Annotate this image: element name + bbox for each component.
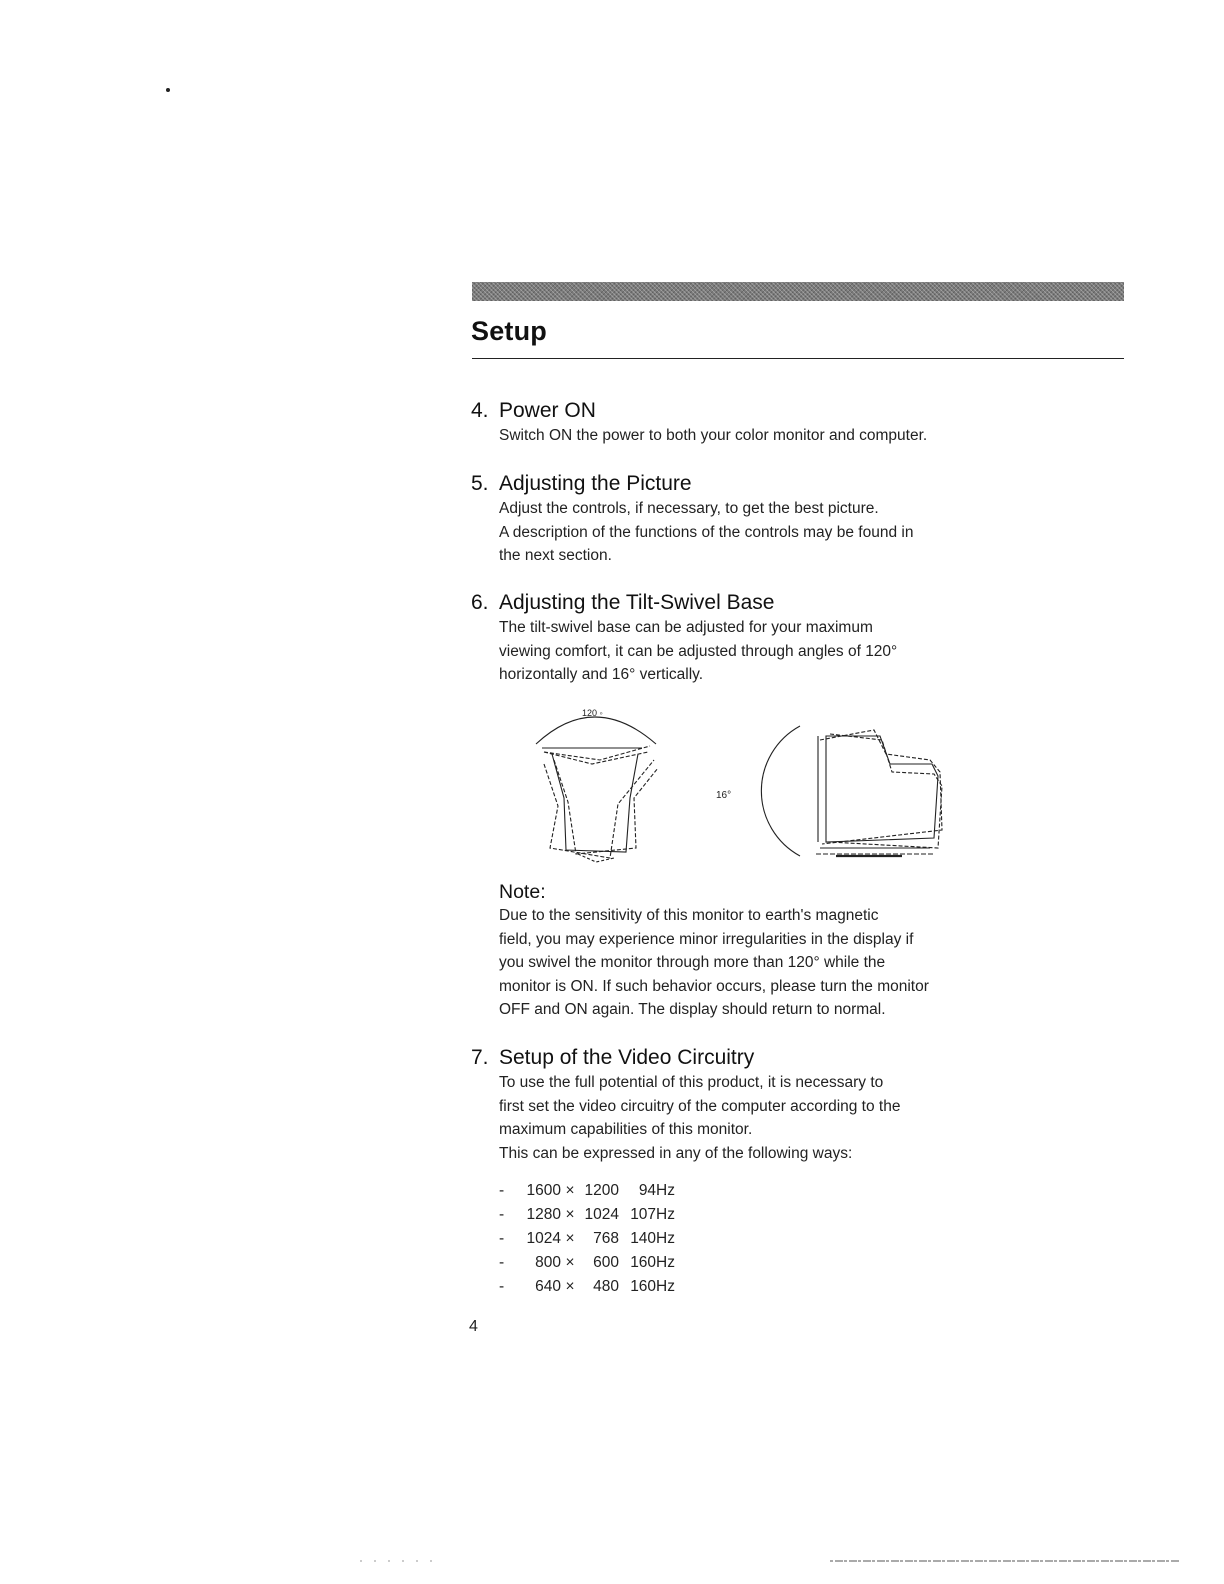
text-line: Due to the sensitivity of this monitor to earth's magnetic xyxy=(499,907,879,924)
text-line: To use the full potential of this product, it is necessary to xyxy=(499,1074,884,1091)
section-number: 7. xyxy=(471,1046,489,1069)
stray-dot xyxy=(166,88,170,92)
resolution-list xyxy=(499,1179,1091,1299)
section-title: Setup of the Video Circuitry xyxy=(499,1046,755,1069)
text-line: The tilt-swivel base can be adjusted for your maximum xyxy=(499,619,873,636)
resolution-row: - 1280 × 1024 107Hz xyxy=(499,1206,675,1223)
text-line: Switch ON the power to both your color monitor and computer. xyxy=(499,427,928,444)
section-power-on xyxy=(471,398,1091,448)
text-line: viewing comfort, it can be adjusted through angles of 120° xyxy=(499,642,898,660)
section-heading xyxy=(471,590,1091,616)
resolution-row: - 640 × 480 160Hz xyxy=(499,1278,675,1295)
text-line: OFF and ON again. The display should return to normal. xyxy=(499,1001,886,1018)
text-line: first set the video circuitry of the computer according to the xyxy=(499,1097,901,1115)
page-title: Setup xyxy=(471,316,548,346)
section-body xyxy=(499,1071,1091,1165)
swivel-angle-label: 120 ◦ xyxy=(582,708,603,718)
note-block xyxy=(471,880,1091,1022)
text-line: monitor is ON. If such behavior occurs, please turn the monitor xyxy=(499,977,929,995)
text-line: maximum capabilities of this monitor. xyxy=(499,1121,753,1138)
section-title: Power ON xyxy=(499,399,596,422)
section-title: Adjusting the Tilt-Swivel Base xyxy=(499,591,775,614)
scan-edge-marks xyxy=(0,1558,1224,1564)
tilt-diagram xyxy=(716,726,942,856)
page-number: 4 xyxy=(469,1318,478,1335)
section-body xyxy=(499,497,1091,568)
text-line: you swivel the monitor through more than 120° while the xyxy=(499,954,886,971)
section-title: Adjusting the Picture xyxy=(499,472,692,495)
section-adjusting-picture xyxy=(471,471,1091,568)
note-body xyxy=(499,904,1091,1022)
swivel-arc xyxy=(536,717,656,744)
section-number: 6. xyxy=(471,591,489,614)
text-line: the next section. xyxy=(499,547,612,564)
section-heading xyxy=(471,1045,1091,1071)
text-line: Adjust the controls, if necessary, to get the best picture. xyxy=(499,500,879,517)
resolution-row: - 800 × 600 160Hz xyxy=(499,1254,675,1271)
text-line: This can be expressed in any of the following ways: xyxy=(499,1144,853,1162)
resolution-row: - 1024 × 768 140Hz xyxy=(499,1230,675,1247)
note-title: Note: xyxy=(499,881,546,903)
tilt-arc xyxy=(761,726,800,856)
resolution-row: - 1600 × 1200 94Hz xyxy=(499,1182,675,1199)
section-number: 5. xyxy=(471,472,489,495)
section-body xyxy=(499,616,1091,687)
text-line: A description of the functions of the controls may be found in xyxy=(499,523,914,541)
tilt-swivel-illustration xyxy=(530,702,960,872)
tilt-angle-label: 16° xyxy=(716,790,732,801)
text-line: field, you may experience minor irregularities in the display if xyxy=(499,930,914,948)
section-heading xyxy=(471,471,1091,497)
section-video-circuitry xyxy=(471,1045,1091,1299)
title-rule xyxy=(472,358,1124,359)
header-band xyxy=(472,282,1124,301)
swivel-diagram xyxy=(536,708,658,862)
section-number: 4. xyxy=(471,399,489,422)
text-line: horizontally and 16° vertically. xyxy=(499,666,704,683)
tilt-swivel-figure xyxy=(530,702,960,872)
section-body xyxy=(499,424,1091,448)
section-heading xyxy=(471,398,1091,424)
section-tilt-swivel xyxy=(471,590,1091,687)
